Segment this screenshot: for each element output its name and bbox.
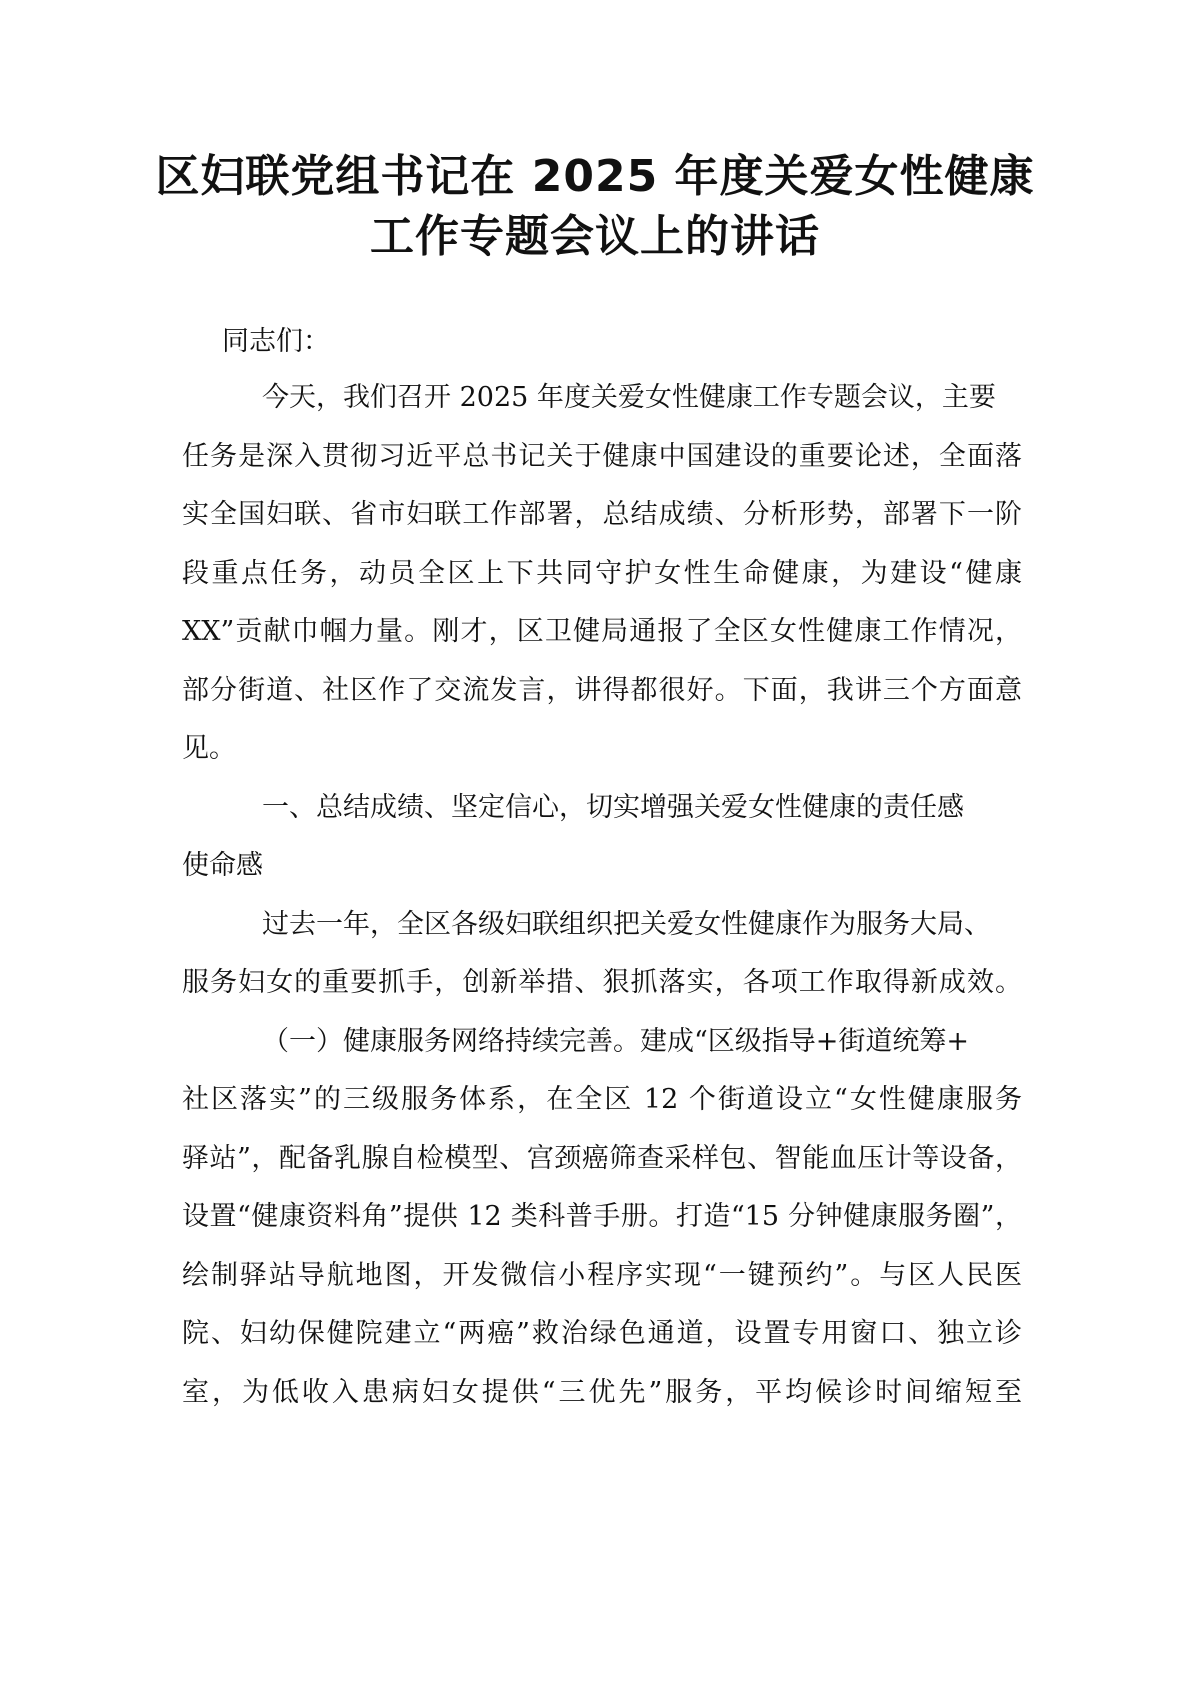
subsection-paragraph-line: 设置“健康资料角”提供 12 类科普手册。打造“15 分钟健康服务圈”，	[182, 1201, 1022, 1232]
document-title-line-2: 工作专题会议上的讲话	[370, 211, 820, 262]
subsection-paragraph-line: （一）健康服务网络持续完善。建成“区级指导+街道统筹+	[262, 1026, 970, 1057]
paragraph-intro-line: 见。	[182, 733, 236, 764]
paragraph-summary-line: 过去一年，全区各级妇联组织把关爱女性健康作为服务大局、	[262, 909, 991, 940]
paragraph-intro-line: 段重点任务，动员全区上下共同守护女性生命健康，为建设“健康	[182, 558, 1022, 589]
paragraph-intro-line: 实全国妇联、省市妇联工作部署，总结成绩、分析形势，部署下一阶	[182, 499, 1022, 530]
salutation: 同志们：	[222, 326, 330, 357]
subsection-paragraph-line: 绘制驿站导航地图，开发微信小程序实现“一键预约”。与区人民医	[182, 1260, 1022, 1291]
section-heading-1: 一、总结成绩、坚定信心，切实增强关爱女性健康的责任感	[262, 792, 964, 823]
paragraph-intro-line: XX”贡献巾帼力量。刚才，区卫健局通报了全区女性健康工作情况，	[182, 616, 1022, 647]
document-title-line-1: 区妇联党组书记在 2025 年度关爱女性健康	[155, 151, 1035, 202]
subsection-paragraph-line: 驿站”，配备乳腺自检模型、宫颈癌筛查采样包、智能血压计等设备，	[182, 1143, 1022, 1174]
paragraph-intro-line: 部分街道、社区作了交流发言，讲得都很好。下面，我讲三个方面意	[182, 675, 1022, 706]
paragraph-intro-line: 任务是深入贯彻习近平总书记关于健康中国建设的重要论述，全面落	[182, 441, 1022, 472]
section-heading-1-cont: 使命感	[182, 850, 263, 881]
subsection-paragraph-line: 社区落实”的三级服务体系，在全区 12 个街道设立“女性健康服务	[182, 1084, 1022, 1115]
paragraph-summary-line: 服务妇女的重要抓手，创新举措、狠抓落实，各项工作取得新成效。	[182, 967, 1022, 998]
paragraph-intro-line: 今天，我们召开 2025 年度关爱女性健康工作专题会议，主要	[262, 382, 996, 413]
subsection-paragraph-line: 院、妇幼保健院建立“两癌”救治绿色通道，设置专用窗口、独立诊	[182, 1318, 1022, 1349]
subsection-paragraph-line: 室，为低收入患病妇女提供“三优先”服务，平均候诊时间缩短至	[182, 1377, 1022, 1408]
